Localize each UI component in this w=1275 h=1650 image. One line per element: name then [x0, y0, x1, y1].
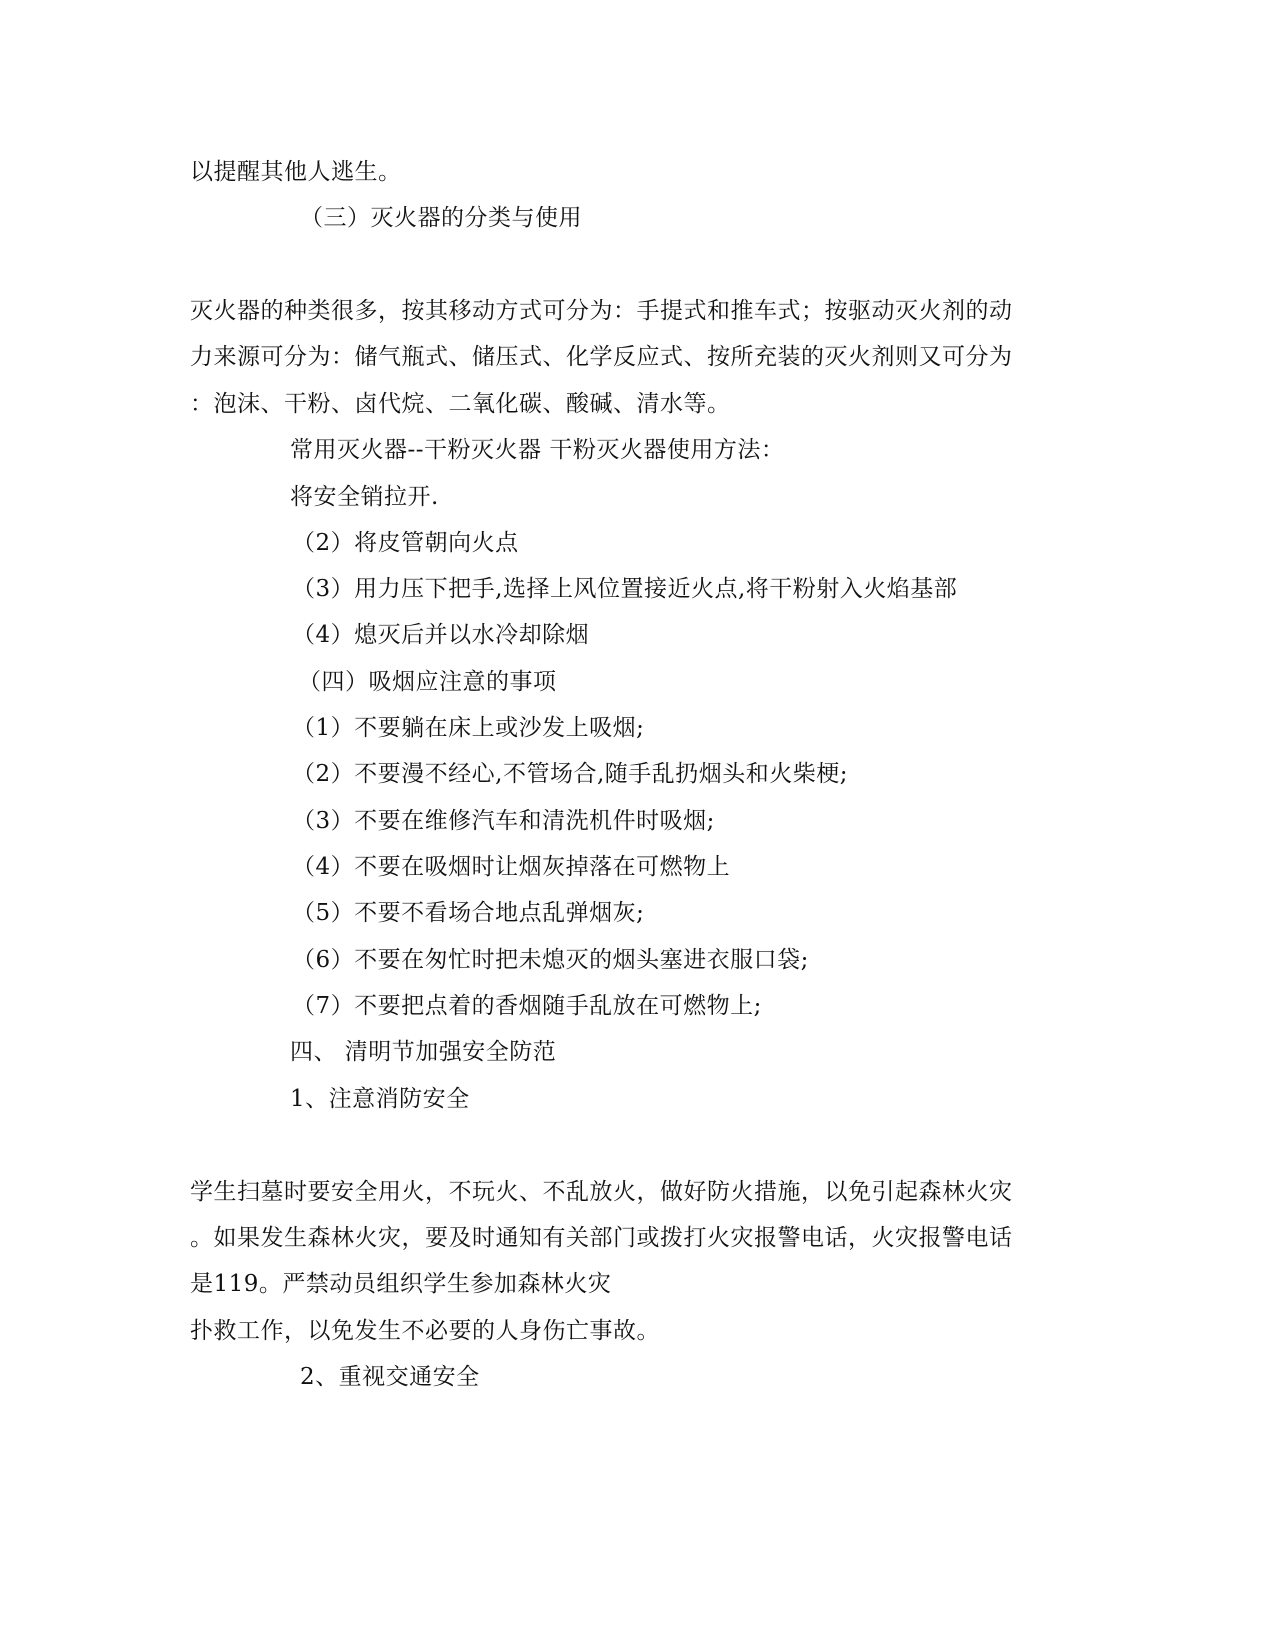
subsection-heading: 2、重视交通安全: [300, 1364, 480, 1390]
list-item: （1）不要躺在床上或沙发上吸烟;: [292, 715, 645, 741]
list-item: （6）不要在匆忙时把未熄灭的烟头塞进衣服口袋;: [292, 947, 809, 973]
list-item: （3）不要在维修汽车和清洗机件时吸烟;: [292, 808, 715, 834]
list-item: （2）将皮管朝向火点: [292, 530, 519, 556]
list-item: （4）不要在吸烟时让烟灰掉落在可燃物上: [292, 854, 731, 880]
paragraph-line: 学生扫墓时要安全用火，不玩火、不乱放火，做好防火措施，以免引起森林火灾: [190, 1179, 1013, 1205]
subsection-heading: 1、注意消防安全: [290, 1086, 470, 1112]
paragraph-line: 力来源可分为：储气瓶式、储压式、化学反应式、按所充装的灭火剂则又可分为: [190, 344, 1013, 370]
list-item: （7）不要把点着的香烟随手乱放在可燃物上;: [292, 993, 762, 1019]
text-line: 将安全销拉开.: [290, 484, 439, 510]
list-item: （2）不要漫不经心,不管场合,随手乱扔烟头和火柴梗;: [292, 761, 849, 787]
text-line: 常用灭火器--干粉灭火器 干粉灭火器使用方法：: [290, 437, 785, 463]
paragraph-line: 扑救工作，以免发生不必要的人身伤亡事故。: [190, 1318, 660, 1344]
section-heading: （四）吸烟应注意的事项: [298, 669, 557, 695]
text-line: 以提醒其他人逃生。: [190, 159, 402, 185]
list-item: （5）不要不看场合地点乱弹烟灰;: [292, 900, 645, 926]
paragraph-line: 是119。严禁动员组织学生参加森林火灾: [190, 1271, 612, 1297]
paragraph-line: 。如果发生森林火灾，要及时通知有关部门或拨打火灾报警电话，火灾报警电话: [190, 1225, 1013, 1251]
section-heading: 四、 清明节加强安全防范: [290, 1039, 557, 1065]
paragraph-line: 灭火器的种类很多，按其移动方式可分为：手提式和推车式；按驱动灭火剂的动: [190, 298, 1013, 324]
list-item: （4）熄灭后并以水冷却除烟: [292, 622, 590, 648]
paragraph-line: ：泡沫、干粉、卤代烷、二氧化碳、酸碱、清水等。: [190, 391, 731, 417]
section-heading: （三）灭火器的分类与使用: [300, 205, 582, 231]
list-item: （3）用力压下把手,选择上风位置接近火点,将干粉射入火焰基部: [292, 576, 958, 602]
